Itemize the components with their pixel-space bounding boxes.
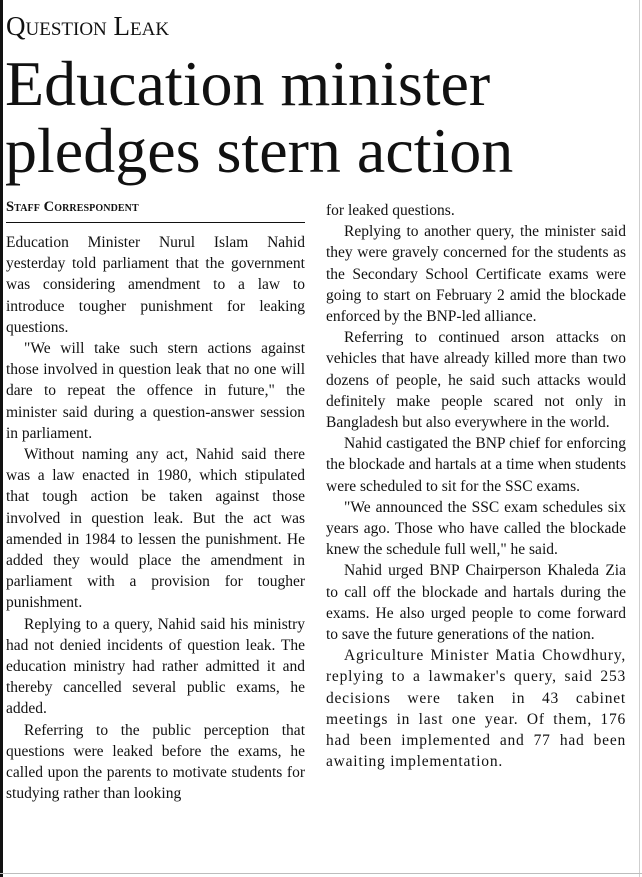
paragraph: Agriculture Minister Matia Chowdhury, replying to a lawmaker's query, said 253 decisions were taken in 43 cabinet meetings in last one year. Of them, 176 had been implemented and 77 had been awaiting implementation. — [326, 647, 626, 771]
left-border-rule — [0, 0, 3, 877]
paragraph: Education Minister Nurul Islam Nahid yesterday told parliament that the government was considering amendment to a law to introduce tougher punishment for leaking questions. — [6, 234, 305, 336]
paragraph: Referring to continued arson attacks on vehicles that have already killed more than two dozens of people, he said such attacks would definitely make people scared not only in Bangladesh but also everywhere in the world. — [326, 329, 626, 432]
paragraph: Nahid urged BNP Chairperson Khaleda Zia to call off the blockade and hartals during the exams. He also urged people to come forward to save the future generations of the nation. — [326, 562, 626, 644]
paragraph: Without naming any act, Nahid said there was a law enacted in 1980, which stipulated that tough action be taken against those involved in question leak. But the act was amended in 1984 to lessen the punishment. He added they would place the amendment in parliament with a provision for tougher punishment. — [6, 446, 305, 612]
paragraph: Nahid castigated the BNP chief for enforcing the blockade and hartals at a time when students were scheduled to sit for the SSC exams. — [326, 435, 626, 495]
paragraph: Referring to the public perception that questions were leaked before the exams, he called upon the parents to motivate students for studying rather than looking — [6, 721, 305, 803]
left-column — [6, 196, 305, 804]
byline: Staff Correspondent — [6, 196, 305, 223]
paragraph: Replying to another query, the minister said they were gravely concerned for the students as the Secondary School Certificate exams were going to start on February 2 amid the blockade enforced by the BNP-led alliance. — [326, 223, 626, 326]
right-border-rule — [639, 0, 640, 877]
section-kicker: Question Leak — [6, 11, 170, 41]
bottom-border-rule — [0, 873, 642, 874]
paragraph: "We will take such stern actions against those involved in question leak that no one will dare to repeat the offence in future," the minister said during a question-answer session in parliament. — [6, 340, 305, 442]
right-column — [326, 200, 626, 772]
article-headline: Education minister pledges stern action — [5, 48, 514, 186]
paragraph: Replying to a query, Nahid said his ministry had not denied incidents of question leak. The education ministry had rather admitted it and thereby cancelled several public exams, he added. — [6, 615, 305, 718]
paragraph-continuation: for leaked questions. — [326, 202, 455, 219]
paragraph: "We announced the SSC exam schedules six years ago. Those who have called the blockade knew the schedule full well," he said. — [326, 498, 626, 559]
